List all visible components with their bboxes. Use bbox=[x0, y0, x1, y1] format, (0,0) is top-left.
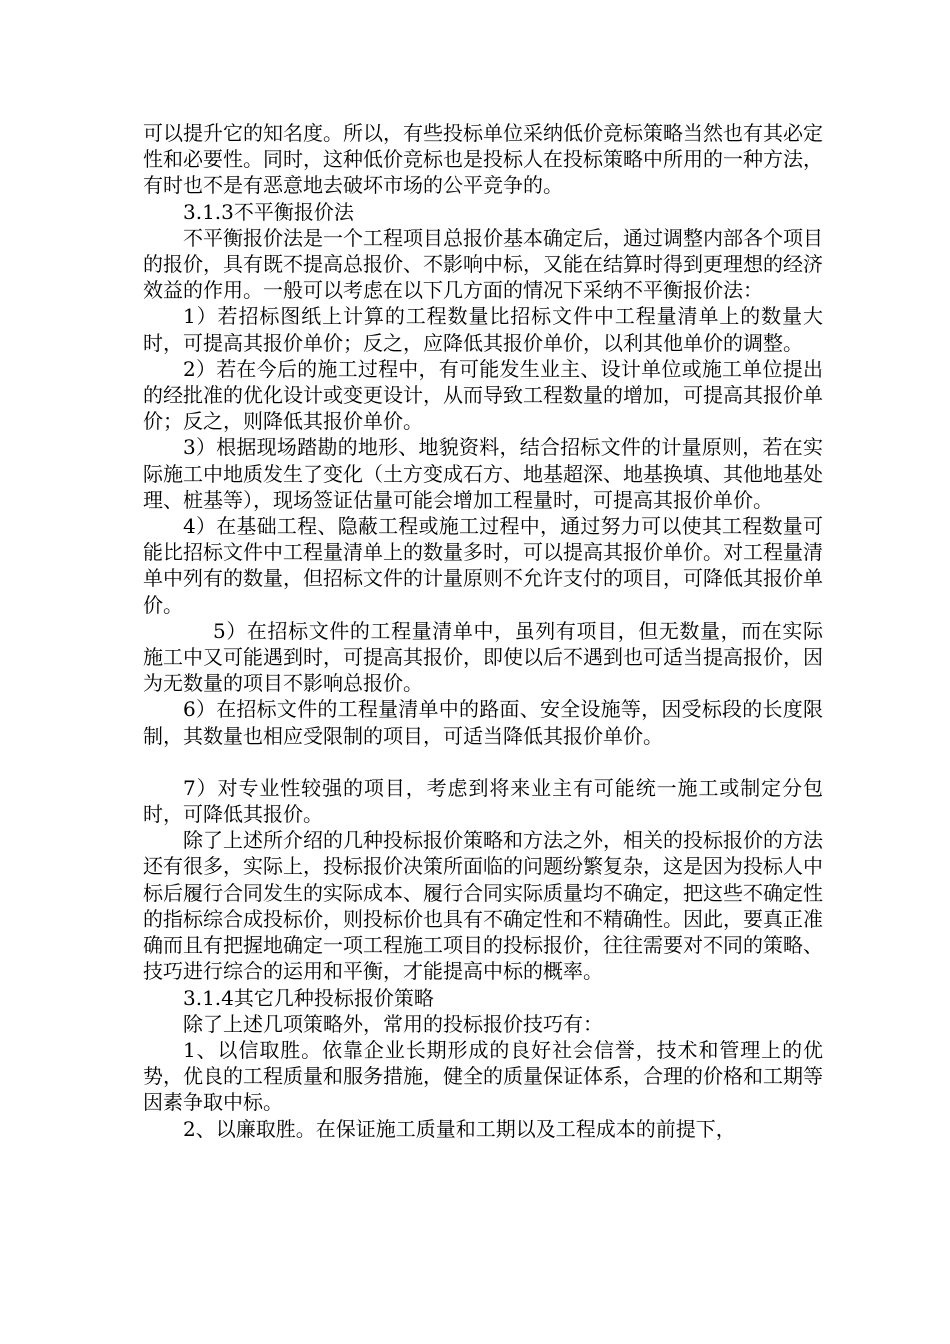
section-heading-3-1-4: 3.1.4其它几种投标报价策略 bbox=[183, 985, 434, 1010]
list-item-3: 3）根据现场踏勘的地形、地貌资料，结合招标文件的计量原则，若在实际施工中地质发生了变化（土方变成石方、地基超深、地基换填、其他地基处理、桩基等），现场签证估量可能会增加工程量时，可提高其报价单价。 bbox=[143, 435, 823, 512]
document-page bbox=[143, 120, 823, 1142]
paragraph-summary: 除了上述所介绍的几种投标报价策略和方法之外，相关的投标报价的方法还有很多，实际上，投标报价决策所面临的问题纷繁复杂，这是因为投标人中标后履行合同发生的实际成本、履行合同实际质量均不确定，把这些不确定性的指标综合成投标价，则投标价也具有不确定性和不精确性。因此，要真正准确而且有把握地确定一项工程施工项目的投标报价，往往需要对不同的策略、技巧进行综合的运用和平衡，才能提高中标的概率。 bbox=[143, 828, 823, 984]
list-item-4: 4）在基础工程、隐蔽工程或施工过程中，通过努力可以使其工程数量可能比招标文件中工程量清单上的数量多时，可以提高其报价单价。对工程量清单中列有的数量，但招标文件的计量原则不允许支付的项目，可降低其报价单价。 bbox=[143, 514, 823, 617]
paragraph-low-price-conclusion: 可以提升它的知名度。所以，有些投标单位采纳低价竞标策略当然也有其必定性和必要性。同时，这种低价竞标也是投标人在投标策略中所用的一种方法，有时也不是有恶意地去破坏市场的公平竞争的。 bbox=[143, 121, 823, 198]
list-item-2: 2）若在今后的施工过程中，有可能发生业主、设计单位或施工单位提出的经批准的优化设计或变更设计，从而导致工程数量的增加，可提高其报价单价；反之，则降低其报价单价。 bbox=[143, 356, 823, 434]
list-item-5: 5）在招标文件的工程量清单中，虽列有项目，但无数量，而在实际施工中又可能遇到时，可提高其报价，即使以后不遇到也可适当提高报价，因为无数量的项目不影响总报价。 bbox=[143, 618, 823, 696]
list-item-7: 7）对专业性较强的项目，考虑到将来业主有可能统一施工或制定分包时，可降低其报价。 bbox=[143, 775, 823, 827]
strategy-item-1: 1、以信取胜。依靠企业长期形成的良好社会信誉，技术和管理上的优势，优良的工程质量和服务措施，健全的质量保证体系，合理的价格和工期等因素争取中标。 bbox=[143, 1037, 823, 1115]
list-item-6: 6）在招标文件的工程量清单中的路面、安全设施等，因受标段的长度限制，其数量也相应受限制的项目，可适当降低其报价单价。 bbox=[143, 697, 823, 748]
list-item-1: 1）若招标图纸上计算的工程数量比招标文件中工程量清单上的数量大时，可提高其报价单价；反之，应降低其报价单价，以利其他单价的调整。 bbox=[143, 304, 823, 355]
strategy-item-2: 2、以廉取胜。在保证施工质量和工期以及工程成本的前提下， bbox=[183, 1116, 736, 1141]
paragraph-other-strategies-intro: 除了上述几项策略外，常用的投标报价技巧有： bbox=[183, 1011, 603, 1036]
blank-line bbox=[143, 749, 823, 775]
section-heading-3-1-3: 3.1.3不平衡报价法 bbox=[183, 199, 354, 224]
paragraph-unbalanced-intro: 不平衡报价法是一个工程项目总报价基本确定后，通过调整内部各个项目的报价，具有既不提高总报价、不影响中标，又能在结算时得到更理想的经济效益的作用。一般可以考虑在以下几方面的情况下采纳不平衡报价法： bbox=[143, 225, 823, 303]
